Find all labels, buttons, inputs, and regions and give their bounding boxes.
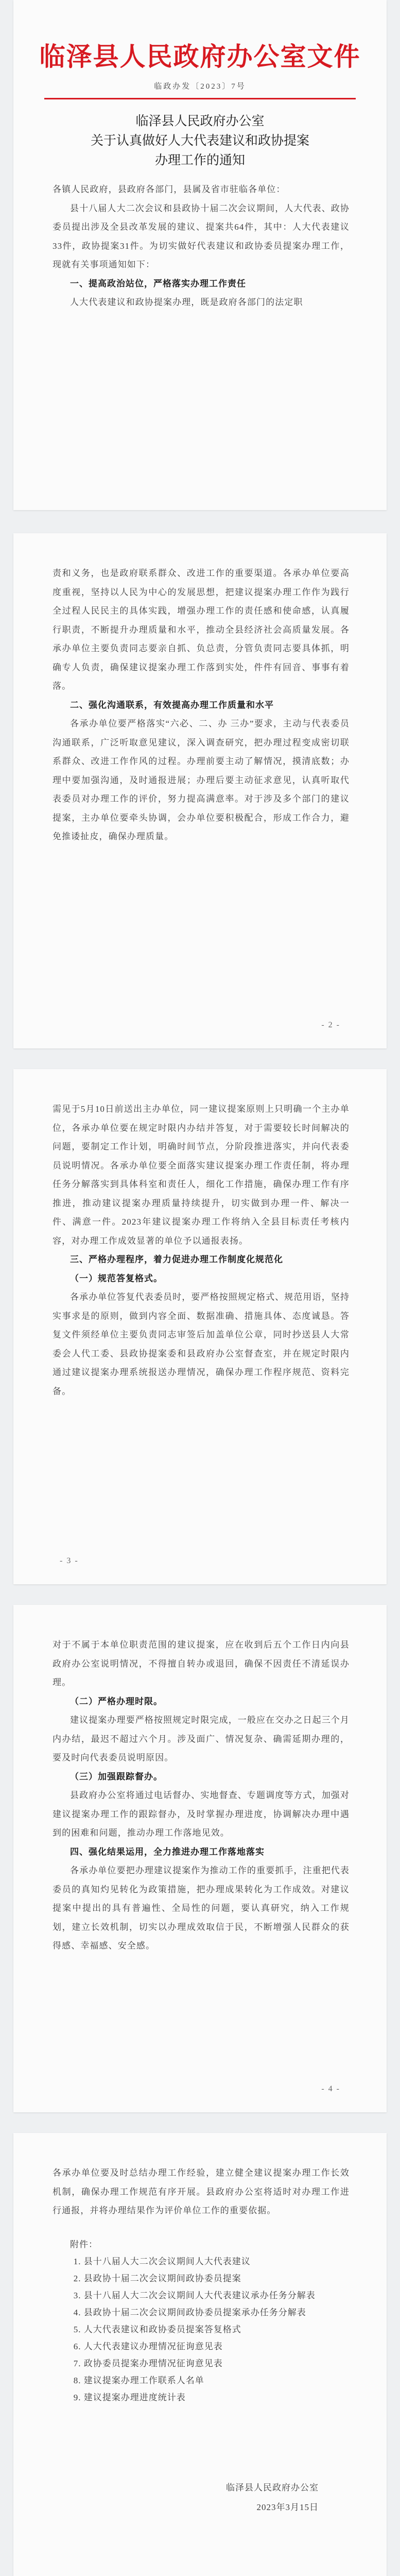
salutation: 各镇人民政府，县政府各部门，县属及省市驻临各单位： — [53, 184, 286, 194]
notice-title — [13, 111, 387, 170]
page-number: - 4 - — [321, 2084, 340, 2093]
red-divider-line — [44, 98, 356, 99]
attachment-list — [53, 2236, 350, 2406]
body-paragraph: 人大代表建议和政协提案办理，既是政府各部门的法定职 — [70, 297, 303, 307]
subsection-heading: （二）严格办理时限。 — [70, 1696, 163, 1706]
body-paragraph: 建议提案办理要严格按照规定时限完成，一般应在交办之日起三个月内办结，最迟不超过六个月。涉及面广、情况复杂、确需延期办理的，要及时向代表委员说明原因。 — [53, 1715, 350, 1762]
document-page-2 — [13, 533, 387, 1048]
document-number: 临政办发〔2023〕7号 — [154, 82, 246, 91]
signature-block — [53, 2478, 350, 2517]
document-page-5 — [13, 2133, 387, 2576]
attachment-item: 5. 人大代表建议和政协委员提案答复格式 — [73, 2324, 241, 2334]
document-page-4 — [13, 1605, 387, 2112]
body-paragraph: 各承办单位要严格落实“六必、二、办 三办”要求，主动与代表委员沟通联系，广泛听取意见建议，深入调查研究，把办理过程变成密切联系群众、改进工作作风的过程。办理前要主动了解情况，摸清底数；办理中要加强沟通，及时通报进展；办理后要主动征求意见，认真听取代表委员对办理工作的评价，努力提高满意率。对于涉及多个部门的建议提案，主办单位要牵头协调，会办单位要积极配合，形成工作合力，避免推诿扯皮，确保办理质量。 — [53, 719, 350, 841]
body-paragraph: 县政府办公室将通过电话督办、实地督查、专题调度等方式，加强对建议提案办理工作的跟踪督办，及时掌握办理进度，协调解决办理中遇到的困难和问题，推动办理工作落地见效。 — [53, 1790, 350, 1838]
attachment-item: 7. 政协委员提案办理情况征询意见表 — [73, 2358, 223, 2368]
body-paragraph: 对于不属于本单位职责范围的建议提案，应在收到后五个工作日内向县政府办公室说明情况，不得擅自转办或退回，确保不因责任不清延误办理。 — [53, 1640, 350, 1687]
document-page-1 — [13, 0, 387, 510]
attachment-item: 9. 建议提案办理进度统计表 — [73, 2392, 186, 2402]
attachment-item: 1. 县十八届人大二次会议期间人大代表建议 — [73, 2256, 251, 2266]
signature-org: 临泽县人民政府办公室 — [226, 2482, 319, 2493]
page-number: - 2 - — [321, 1021, 340, 1029]
attachment-item: 6. 人大代表建议办理情况征询意见表 — [73, 2341, 223, 2351]
intro-paragraph: 县十八届人大二次会议和县政协十届二次会议期间，人大代表、政协委员提出涉及全县改革发展的建议、提案共64件，其中：人大代表建议33件，政协提案31件。为切实做好代表建议和政协委员提案办理工作，现就有关事项通知如下： — [53, 203, 350, 269]
section-heading: 二、强化沟通联系，有效提高办理工作质量和水平 — [70, 700, 274, 710]
document-header-title: 临泽县人民政府办公室文件 — [39, 42, 361, 72]
body-paragraph: 各承办单位要及时总结办理工作经验，建立健全建议提案办理工作长效机制，确保办理工作规范有序开展。县政府办公室将适时对办理工作进行通报，并将办理结果作为评价单位工作的重要依据。 — [53, 2168, 350, 2215]
notice-title-line: 临泽县人民政府办公室 — [135, 113, 265, 128]
section-heading: 一、提高政治站位，严格落实办理工作责任 — [70, 278, 246, 289]
attachment-item: 4. 县政协十届二次会议期间政协委员提案承办任务分解表 — [73, 2307, 306, 2317]
subsection-heading: （三）加强跟踪督办。 — [70, 1771, 163, 1782]
attachment-item: 2. 县政协十届二次会议期间政协委员提案 — [73, 2273, 241, 2283]
subsection-heading: （一）规范答复格式。 — [70, 1273, 163, 1283]
signature-date: 2023年3月15日 — [256, 2502, 319, 2512]
section-heading: 四、强化结果运用，全力推进办理工作落地落实 — [70, 1846, 265, 1857]
body-paragraph: 需见于5月10日前送出主办单位，同一建议提案原则上只明确一个主办单位，各承办单位要在规定时限内办结并答复，对于需要较长时间解决的问题，要制定工作计划，明确时间节点，分阶段推进落实，并向代表委员说明情况。各承办单位要全面落实建议提案办理工作责任制，将办理任务分解落实到具体科室和责任人，细化工作措施，确保办理工作有序推进，推动建议提案办理质量持续提升，切实做到办理一件、解决一件、满意一件。2023年建议提案办理工作将纳入全县目标责任考核内容，对办理工作成效显著的单位予以通报表扬。 — [53, 1104, 350, 1246]
body-paragraph: 各承办单位要把办理建议提案作为推动工作的重要抓手，注重把代表委员的真知灼见转化为政策措施，把办理成果转化为工作成效。对建议提案中提出的具有普遍性、全局性的问题，要认真研究，纳入工作规划，建立长效机制，切实以办理成效取信于民，不断增强人民群众的获得感、幸福感、安全感。 — [53, 1866, 350, 1951]
page-number: - 3 - — [60, 1556, 79, 1565]
body-paragraph: 各承办单位答复代表委员时，要严格按照规定格式、规范用语，坚持实事求是的原则，做到内容全面、数据准确、措施具体、态度诚恳。答复文件须经单位主要负责同志审签后加盖单位公章，同时抄送县人大常委会人代工委、县政协提案委和县政府办公室督查室，并在规定时限内通过建议提案办理系统报送办理情况，确保办理工作程序规范、资料完备。 — [53, 1292, 350, 1396]
document-page-3 — [13, 1069, 387, 1584]
notice-title-line: 办理工作的通知 — [154, 152, 245, 167]
notice-title-line: 关于认真做好人大代表建议和政协提案 — [90, 133, 309, 148]
section-heading: 三、严格办理程序，着力促进办理工作制度化规范化 — [70, 1255, 283, 1265]
attachment-item: 8. 建议提案办理工作联系人名单 — [73, 2375, 204, 2385]
body-paragraph: 责和义务，也是政府联系群众、改进工作的重要渠道。各承办单位要高度重视，坚持以人民为中心的发展思想，把建议提案办理工作作为践行全过程人民民主的具体实践，增强办理工作的责任感和使命感，认真履行职责，不断提升办理质量和水平，推动全县经济社会高质量发展。各承办单位主要负责同志要亲自抓、负总责，分管负责同志要具体抓，明确专人负责，确保建议提案办理工作落到实处，件件有回音、事事有着落。 — [53, 568, 350, 691]
attachment-item: 3. 县十八届人大二次会议期间人大代表建议承办任务分解表 — [73, 2290, 316, 2300]
attachment-prefix: 附件： — [70, 2239, 98, 2249]
